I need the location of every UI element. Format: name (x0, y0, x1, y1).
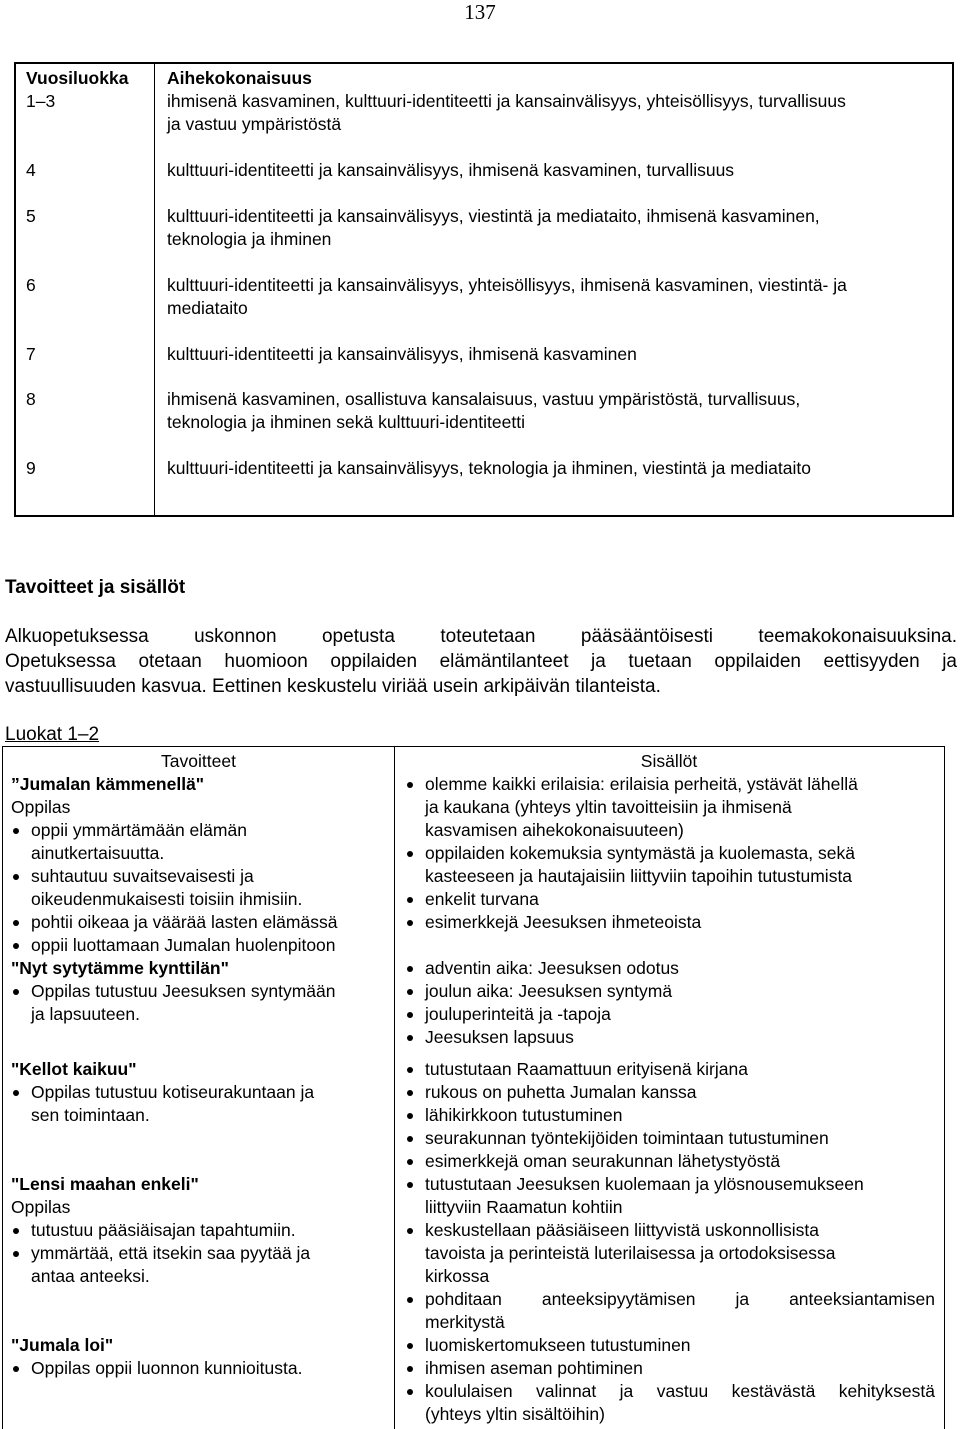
bullet-icon (13, 1366, 19, 1372)
block-subtitle: Oppilas (11, 1197, 71, 1217)
row-grade: 7 (26, 344, 36, 364)
goal-block (11, 1058, 389, 1127)
list-item: tutustuu pääsiäisajan tapahtumiin. (11, 1219, 389, 1242)
goal-block (11, 1334, 389, 1380)
block-title: "Nyt sytytämme kynttilän" (11, 958, 229, 978)
list-item: enkelit turvana (405, 888, 935, 911)
bullet-icon (407, 1012, 413, 1018)
goal-block (11, 957, 389, 1026)
bullet-icon (13, 989, 19, 995)
bullet-icon (13, 943, 19, 949)
list-item: olemme kaikki erilaisia: erilaisia perheitä, ystävät lähellä ja kaukana (yhteys yltin tavoitteisiin ja ihmisenä kasvamisen aihekokonaisuuteen) (405, 773, 935, 842)
list-item: suhtautuu suvaitsevaisesti ja oikeudenmukaisesti toisiin ihmisiin. (11, 865, 389, 911)
content-block (405, 1058, 935, 1173)
block-subtitle: Oppilas (11, 797, 71, 817)
bullet-icon (407, 1366, 413, 1372)
list-item: Oppilas tutustuu Jeesuksen syntymään ja lapsuuteen. (11, 980, 389, 1026)
content-block (405, 1173, 935, 1334)
list-item: lähikirkkoon tutustuminen (405, 1104, 935, 1127)
list-item: pohtii oikeaa ja väärää lasten elämässä (11, 911, 389, 934)
bullet-icon (407, 1035, 413, 1041)
table-divider (154, 64, 155, 515)
bullet-icon (407, 851, 413, 857)
header-contents: Sisällöt (640, 751, 698, 771)
bullet-icon (407, 1159, 413, 1165)
header-grade: Vuosiluokka (26, 68, 129, 88)
theme-table (14, 62, 954, 517)
list-item: tutustutaan Jeesuksen kuolemaan ja ylösnousemukseen liittyviin Raamatun kohtiin (405, 1173, 935, 1219)
row-grade: 4 (26, 160, 36, 180)
list-item: oppii ymmärtämään elämän ainutkertaisuutta. (11, 819, 389, 865)
bullet-icon (407, 782, 413, 788)
section-title: Tavoitteet ja sisällöt (5, 577, 186, 598)
block-title: ”Jumalan kämmenellä" (11, 774, 205, 794)
row-theme: kulttuuri-identiteetti ja kansainvälisyys, ihmisenä kasvaminen (167, 344, 637, 364)
bullet-icon (407, 1228, 413, 1234)
intro-line: vastuullisuuden kasvua. Eettinen keskustelu viriää usein arkipäivän tilanteista. (5, 676, 661, 697)
block-title: "Lensi maahan enkeli" (11, 1174, 199, 1194)
row-theme: ihmisenä kasvaminen, kulttuuri-identiteetti ja kansainvälisyys, yhteisöllisyys, turvallisuus ja vastuu ympäristöstä (167, 91, 846, 134)
bullet-icon (13, 1251, 19, 1257)
list-item: Oppilas oppii luonnon kunnioitusta. (11, 1357, 389, 1380)
grade-title: Luokat 1–2 (5, 724, 100, 745)
goals-content-table (2, 746, 945, 1429)
list-item: ihmisen aseman pohtiminen (405, 1357, 935, 1380)
list-item: rukous on puhetta Jumalan kanssa (405, 1081, 935, 1104)
row-grade: 1–3 (26, 91, 56, 111)
list-item: keskustellaan pääsiäiseen liittyvistä uskonnollisista tavoista ja perinteistä luterilaisessa ja ortodoksisessa kirkossa (405, 1219, 935, 1288)
row-theme: kulttuuri-identiteetti ja kansainvälisyys, ihmisenä kasvaminen, turvallisuus (167, 160, 735, 180)
list-item: ymmärtää, että itsekin saa pyytää ja antaa anteeksi. (11, 1242, 389, 1288)
intro-line: Opetuksessa otetaan huomioon oppilaiden elämäntilanteet ja tuetaan oppilaiden eettisyyden ja (5, 651, 957, 672)
table-divider (394, 747, 395, 1429)
row-grade: 9 (26, 458, 36, 478)
row-theme: ihmisenä kasvaminen, osallistuva kansalaisuus, vastuu ympäristöstä, turvallisuus, teknologia ja ihminen sekä kulttuuri-identiteetti (167, 389, 801, 432)
block-title: "Kellot kaikuu" (11, 1059, 137, 1079)
bullet-icon (407, 966, 413, 972)
list-item: jouluperinteitä ja -tapoja (405, 1003, 935, 1026)
content-block (405, 1334, 935, 1426)
intro-line: Alkuopetuksessa uskonnon opetusta toteutetaan pääsääntöisesti teemakokonaisuuksina. (5, 626, 957, 647)
intro-paragraph (5, 624, 957, 699)
bullet-icon (407, 1182, 413, 1188)
list-item: Oppilas tutustuu kotiseurakuntaan ja sen toimintaan. (11, 1081, 389, 1127)
bullet-icon (13, 920, 19, 926)
bullet-icon (407, 1067, 413, 1073)
bullet-icon (13, 828, 19, 834)
bullet-icon (407, 1113, 413, 1119)
list-item: esimerkkejä oman seurakunnan lähetystyöstä (405, 1150, 935, 1173)
row-grade: 5 (26, 206, 36, 226)
row-theme: kulttuuri-identiteetti ja kansainvälisyys, viestintä ja mediataito, ihmisenä kasvaminen, teknologia ja ihminen (167, 206, 820, 249)
list-item: tutustutaan Raamattuun erityisenä kirjana (405, 1058, 935, 1081)
bullet-icon (407, 1389, 413, 1395)
bullet-icon (407, 1297, 413, 1303)
list-item: esimerkkejä Jeesuksen ihmeteoista (405, 911, 935, 934)
header-theme: Aihekokonaisuus (167, 68, 312, 88)
goal-block (11, 1173, 389, 1288)
content-block (405, 773, 935, 934)
content-block (405, 957, 935, 1049)
row-grade: 6 (26, 275, 36, 295)
list-item: adventin aika: Jeesuksen odotus (405, 957, 935, 980)
list-item: joulun aika: Jeesuksen syntymä (405, 980, 935, 1003)
block-title: "Jumala loi" (11, 1335, 114, 1355)
list-item: oppii luottamaan Jumalan huolenpitoon (11, 934, 389, 957)
row-grade: 8 (26, 389, 36, 409)
list-item: oppilaiden kokemuksia syntymästä ja kuolemasta, sekä kasteeseen ja hautajaisiin liittyviin tapoihin tutustumista (405, 842, 935, 888)
bullet-icon (407, 1136, 413, 1142)
bullet-icon (407, 1090, 413, 1096)
bullet-icon (407, 897, 413, 903)
page-number: 137 (464, 0, 496, 24)
list-item: Jeesuksen lapsuus (405, 1026, 935, 1049)
list-item: pohditaan anteeksipyytämisen ja anteeksiantamisen merkitystä (405, 1288, 935, 1334)
list-item: koululaisen valinnat ja vastuu kestävästä kehityksestä (yhteys yltin sisältöihin) (405, 1380, 935, 1426)
list-item: luomiskertomukseen tutustuminen (405, 1334, 935, 1357)
bullet-icon (407, 989, 413, 995)
row-theme: kulttuuri-identiteetti ja kansainvälisyys, yhteisöllisyys, ihmisenä kasvaminen, viestintä- ja mediataito (167, 275, 847, 318)
row-theme: kulttuuri-identiteetti ja kansainvälisyys, teknologia ja ihminen, viestintä ja mediataito (167, 458, 811, 478)
bullet-icon (13, 1228, 19, 1234)
bullet-icon (13, 874, 19, 880)
bullet-icon (13, 1090, 19, 1096)
header-goals: Tavoitteet (161, 751, 236, 771)
goal-block (11, 773, 389, 957)
list-item: seurakunnan työntekijöiden toimintaan tutustuminen (405, 1127, 935, 1150)
bullet-icon (407, 920, 413, 926)
bullet-icon (407, 1343, 413, 1349)
